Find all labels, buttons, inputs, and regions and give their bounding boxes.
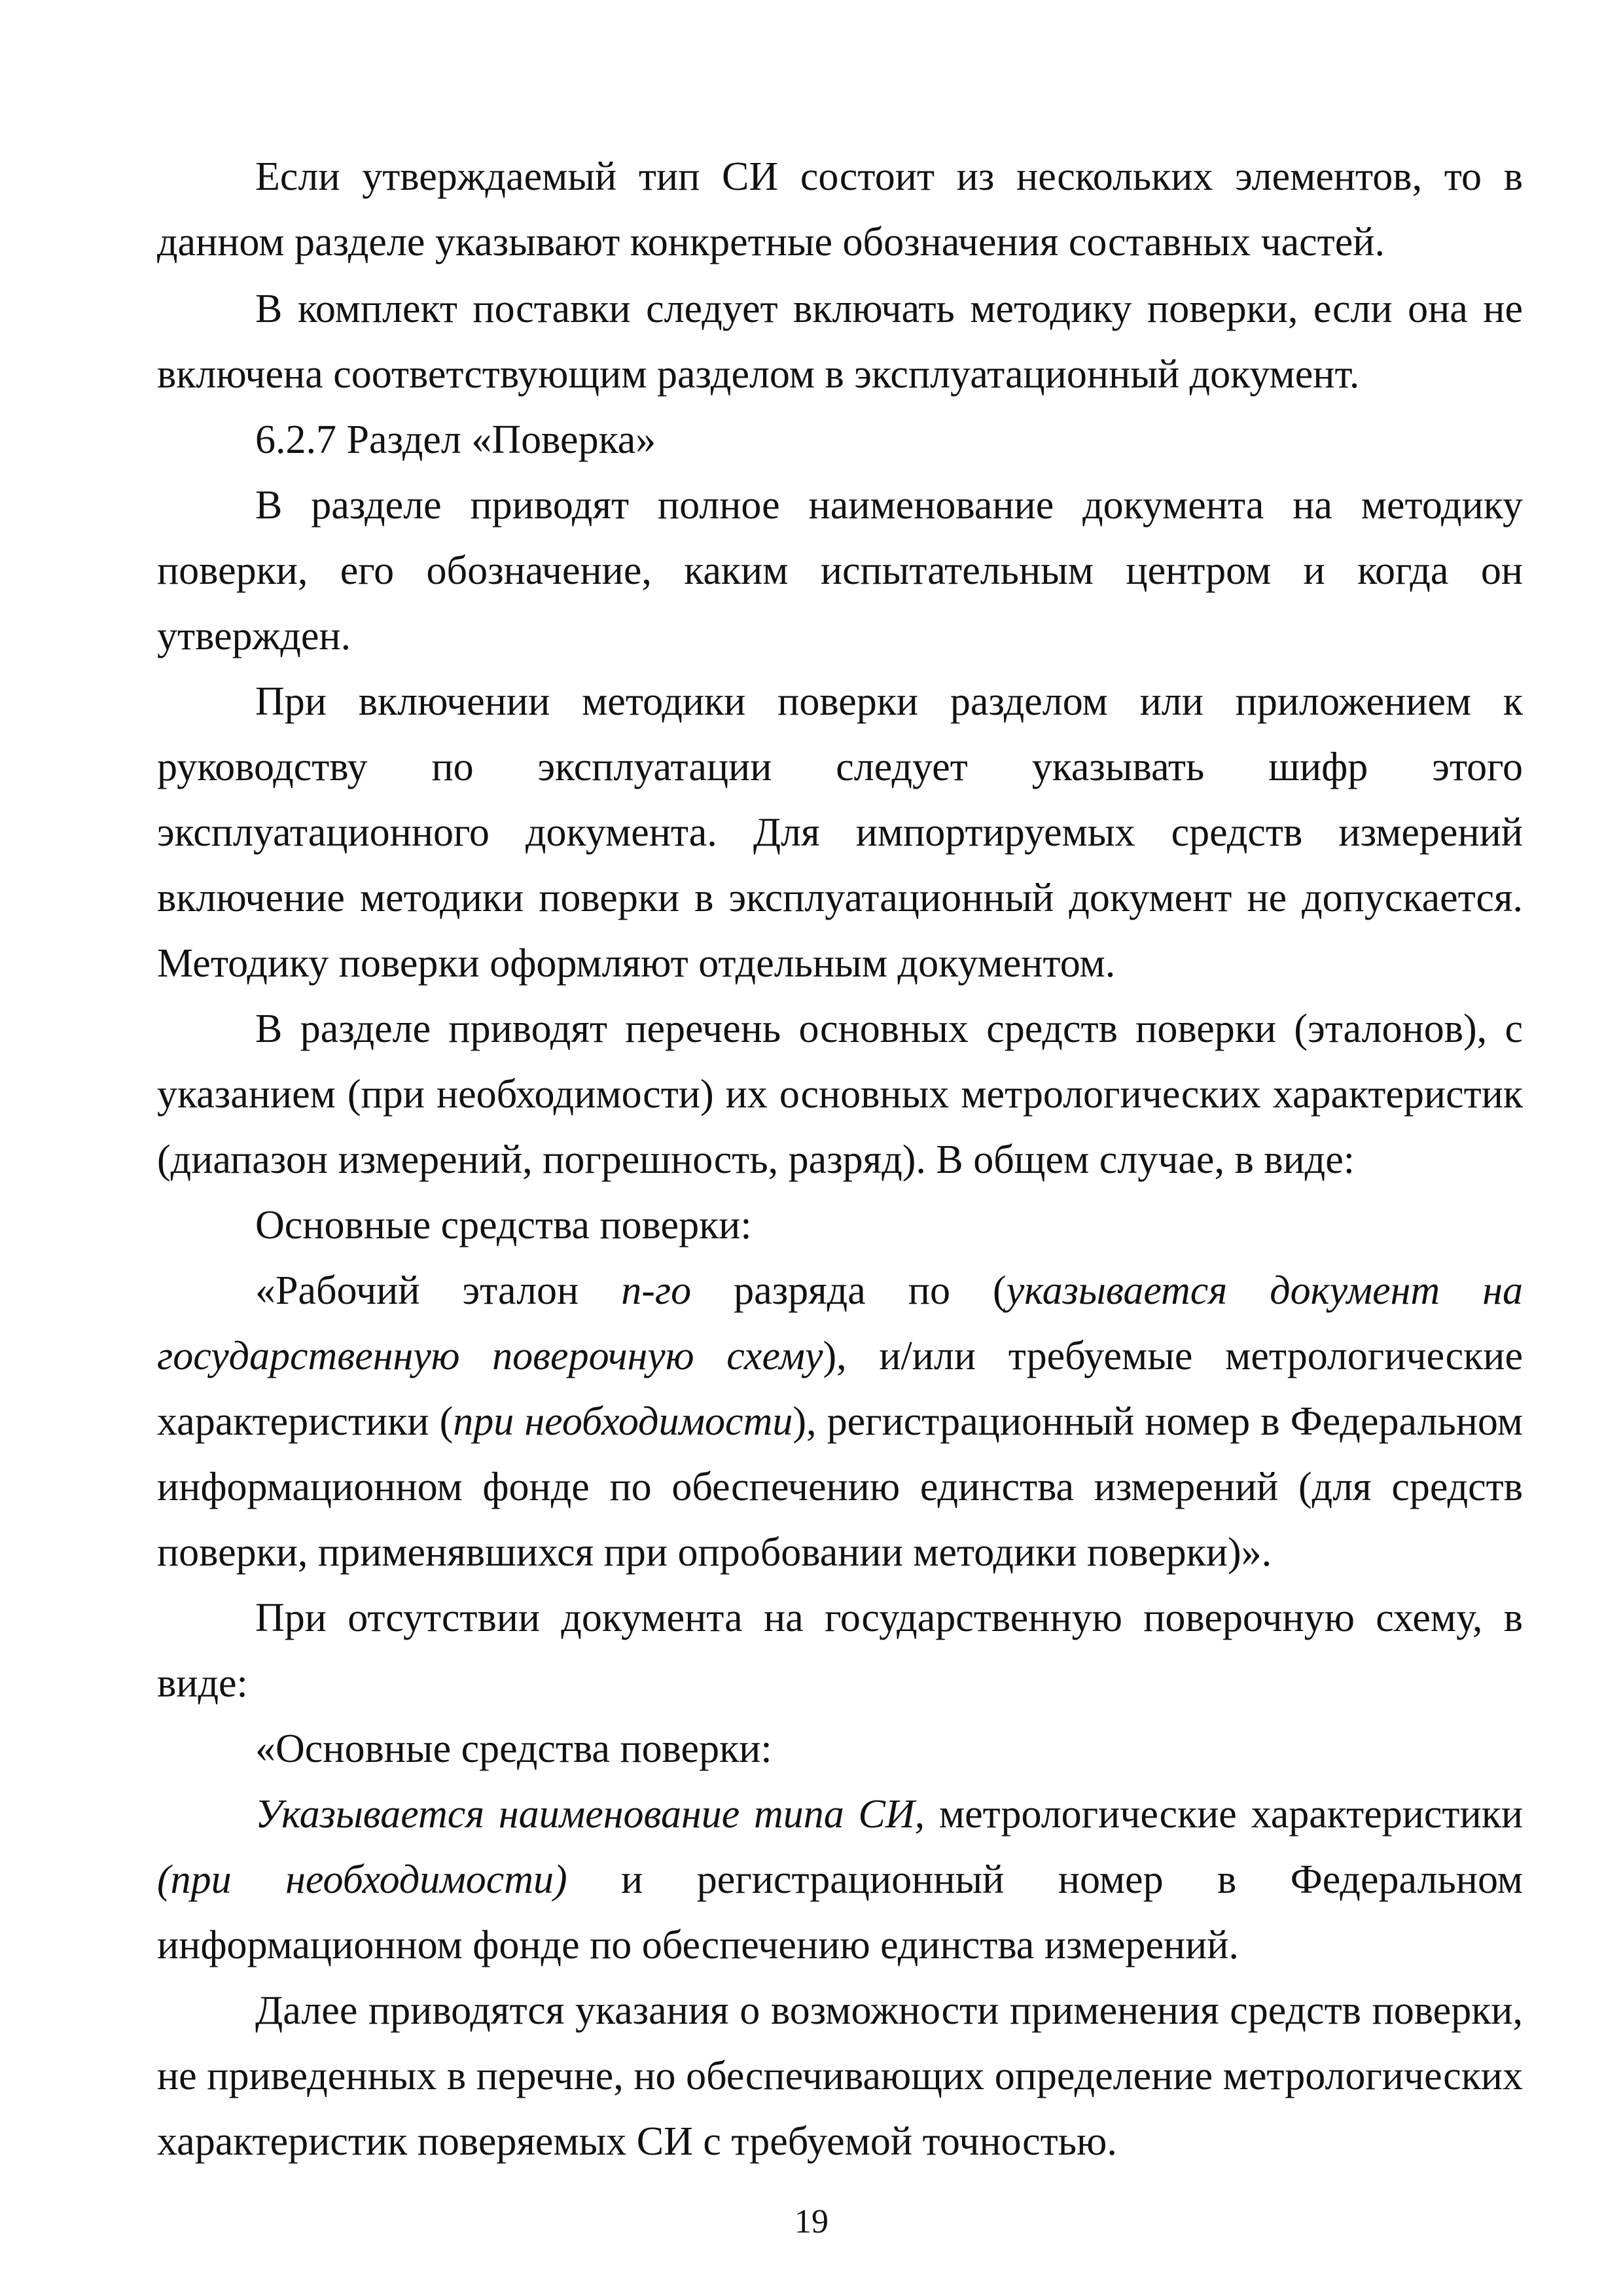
paragraph-no-scheme-document: При отсутствии документа на государственную поверочную схему, в виде: [157, 1596, 1523, 1706]
working-standard-text-4: ), регистрационный номер в Федеральном информационном фонде по обеспечению единства измерений (для средств поверки, применявшихся при опробовании методики поверки)». [157, 1399, 1523, 1575]
working-standard-if-needed-italic: при необходимости [453, 1399, 793, 1444]
document-page [157, 144, 1523, 2174]
paragraph-alternative-means: Далее приводятся указания о возможности применения средств поверки, не приведенных в перечне, но обеспечивающих определение метрологических характеристик поверяемых СИ с требуемой точностью. [157, 1988, 1523, 2164]
working-standard-text-1: «Рабочий эталон [255, 1268, 622, 1313]
type-name-italic: Указывается наименование типа СИ, [255, 1792, 925, 1837]
working-standard-grade-italic: n-го [621, 1268, 692, 1313]
paragraph-document-name: В разделе приводят полное наименование документа на методику поверки, его обозначение, каким испытательным центром и когда он утвержден. [157, 483, 1523, 658]
type-name-text-2: и регистрационный номер в Федеральном информационном фонде по обеспечению единства измерений. [157, 1857, 1523, 1967]
type-name-if-needed-italic: (при необходимости) [157, 1857, 567, 1902]
paragraph-verification-means-list: В разделе приводят перечень основных средств поверки (эталонов), с указанием (при необходимости) их основных метрологических характеристик (диапазон измерений, погрешность, разряд). В общем случае, в виде: [157, 1007, 1523, 1182]
paragraph-composite-elements: Если утверждаемый тип СИ состоит из нескольких элементов, то в данном разделе указывают конкретные обозначения составных частей. [157, 154, 1523, 264]
page-number: 19 [794, 2203, 829, 2240]
paragraph-main-verification-means-quoted: «Основные средства поверки: [255, 1727, 772, 1771]
working-standard-text-3: ), и/или требуемые метрологические характеристики ( [157, 1334, 1524, 1444]
working-standard-text-2: разряда по ( [691, 1268, 1007, 1313]
paragraph-working-standard [157, 1258, 1523, 1585]
working-standard-scheme-italic: указывается документ на государственную поверочную схему [157, 1268, 1523, 1378]
paragraph-type-name [157, 1782, 1523, 1978]
paragraph-methodology-inclusion: При включении методики поверки разделом или приложением к руководству по эксплуатации следует указывать шифр этого эксплуатационного документа. Для импортируемых средств измерений включение методики поверки в эксплуатационный документ не допускается. Методику поверки оформляют отдельным документом. [157, 679, 1523, 986]
paragraph-delivery-kit: В комплект поставки следует включать методику поверки, если она не включена соответствующим разделом в эксплуатационный документ. [157, 287, 1523, 397]
paragraph-main-verification-means: Основные средства поверки: [255, 1203, 752, 1247]
section-heading-verification: 6.2.7 Раздел «Поверка» [255, 418, 656, 462]
type-name-text-1: метрологические характеристики [925, 1792, 1523, 1837]
